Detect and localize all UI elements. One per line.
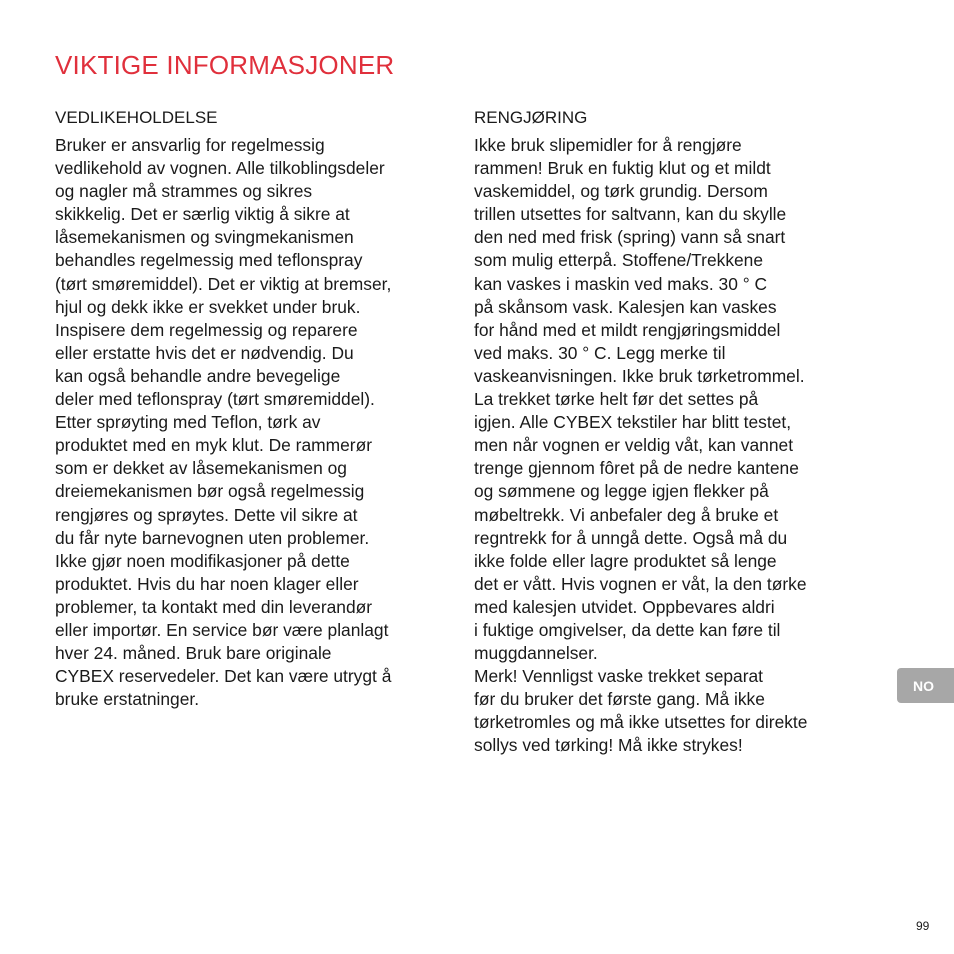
text-line: vedlikehold av vognen. Alle tilkoblingsdeler — [55, 158, 385, 179]
text-line: rengjøres og sprøytes. Dette vil sikre at — [55, 504, 358, 525]
cleaning-heading: RENGJØRING — [474, 108, 588, 127]
text-line: eller importør. En service bør være planlagt — [55, 619, 389, 640]
text-line: du får nyte barnevognen uten problemer. — [55, 527, 370, 548]
text-line: på skånsom vask. Kalesjen kan vaskes — [474, 296, 777, 317]
text-line: som mulig etterpå. Stoffene/Trekkene — [474, 250, 764, 271]
text-line: for hånd med et mildt rengjøringsmiddel — [474, 319, 781, 340]
maintenance-section — [55, 106, 450, 711]
text-line: sollys ved tørking! Må ikke strykes! — [474, 735, 743, 756]
text-line: hjul og dekk ikke er svekket under bruk. — [55, 296, 361, 317]
text-line: låsemekanismen og svingmekanismen — [55, 227, 354, 248]
text-line: dreiemekanismen bør også regelmessig — [55, 481, 365, 502]
text-line: ikke folde eller lagre produktet så lenge — [474, 550, 777, 571]
text-line: regntrekk for å unngå dette. Også må du — [474, 527, 788, 548]
text-line: med kalesjen utvidet. Oppbevares aldri — [474, 596, 775, 617]
text-line: før du bruker det første gang. Må ikke — [474, 689, 765, 710]
text-line: vaskemiddel, og tørk grundig. Dersom — [474, 181, 768, 202]
text-line: i fuktige omgivelser, da dette kan føre til — [474, 619, 781, 640]
cleaning-section — [474, 106, 874, 758]
text-line: Bruker er ansvarlig for regelmessig — [55, 135, 325, 155]
text-line: produktet med en myk klut. De rammerør — [55, 435, 372, 456]
text-line: og nagler må strammes og sikres — [55, 181, 313, 202]
text-line: kan også behandle andre bevegelige — [55, 365, 341, 386]
text-line: og sømmene og legge igjen flekker på — [474, 481, 769, 502]
text-line: produktet. Hvis du har noen klager eller — [55, 573, 359, 594]
text-line: den ned med frisk (spring) vann så snart — [474, 227, 786, 248]
text-line: eller erstatte hvis det er nødvendig. Du — [55, 342, 354, 363]
maintenance-text — [55, 134, 450, 711]
page-number: 99 — [916, 919, 930, 933]
text-line: ved maks. 30 ° C. Legg merke til — [474, 342, 726, 363]
cleaning-text — [474, 134, 874, 758]
text-line: kan vaskes i maskin ved maks. 30 ° C — [474, 273, 768, 294]
text-line: problemer, ta kontakt med din leverandør — [55, 596, 373, 617]
text-line: trillen utsettes for saltvann, kan du skylle — [474, 204, 787, 225]
text-line: Inspisere dem regelmessig og reparere — [55, 319, 358, 340]
page-title: VIKTIGE INFORMASJONER — [55, 50, 395, 80]
text-line: bruke erstatninger. — [55, 689, 200, 710]
text-line: behandles regelmessig med teflonspray — [55, 250, 363, 271]
text-line: Etter sprøyting med Teflon, tørk av — [55, 412, 321, 433]
text-line: La trekket tørke helt før det settes på — [474, 389, 759, 410]
text-line: Ikke gjør noen modifikasjoner på dette — [55, 550, 350, 571]
text-line: skikkelig. Det er særlig viktig å sikre at — [55, 204, 350, 225]
text-line: det er vått. Hvis vognen er våt, la den tørke — [474, 573, 807, 594]
text-line: Ikke bruk slipemidler for å rengjøre — [474, 135, 742, 155]
language-tab: NO — [897, 668, 954, 703]
text-line: møbeltrekk. Vi anbefaler deg å bruke et — [474, 504, 779, 525]
maintenance-heading: VEDLIKEHOLDELSE — [55, 108, 218, 127]
text-line: hver 24. måned. Bruk bare originale — [55, 643, 332, 664]
text-line: rammen! Bruk en fuktig klut og et mildt — [474, 158, 771, 179]
text-line: men når vognen er veldig våt, kan vannet — [474, 435, 794, 456]
text-line: Merk! Vennligst vaske trekket separat — [474, 666, 764, 687]
text-line: muggdannelser. — [474, 643, 598, 664]
text-line: igjen. Alle CYBEX tekstiler har blitt testet, — [474, 412, 792, 433]
text-line: deler med teflonspray (tørt smøremiddel). — [55, 389, 375, 410]
text-line: trenge gjennom fôret på de nedre kantene — [474, 458, 799, 479]
text-line: CYBEX reservedeler. Det kan være utrygt å — [55, 666, 392, 687]
text-line: tørketromles og må ikke utsettes for direkte — [474, 712, 808, 733]
text-line: vaskeanvisningen. Ikke bruk tørketrommel. — [474, 365, 805, 386]
text-line: (tørt smøremiddel). Det er viktig at bremser, — [55, 273, 392, 294]
text-line: som er dekket av låsemekanismen og — [55, 458, 347, 479]
